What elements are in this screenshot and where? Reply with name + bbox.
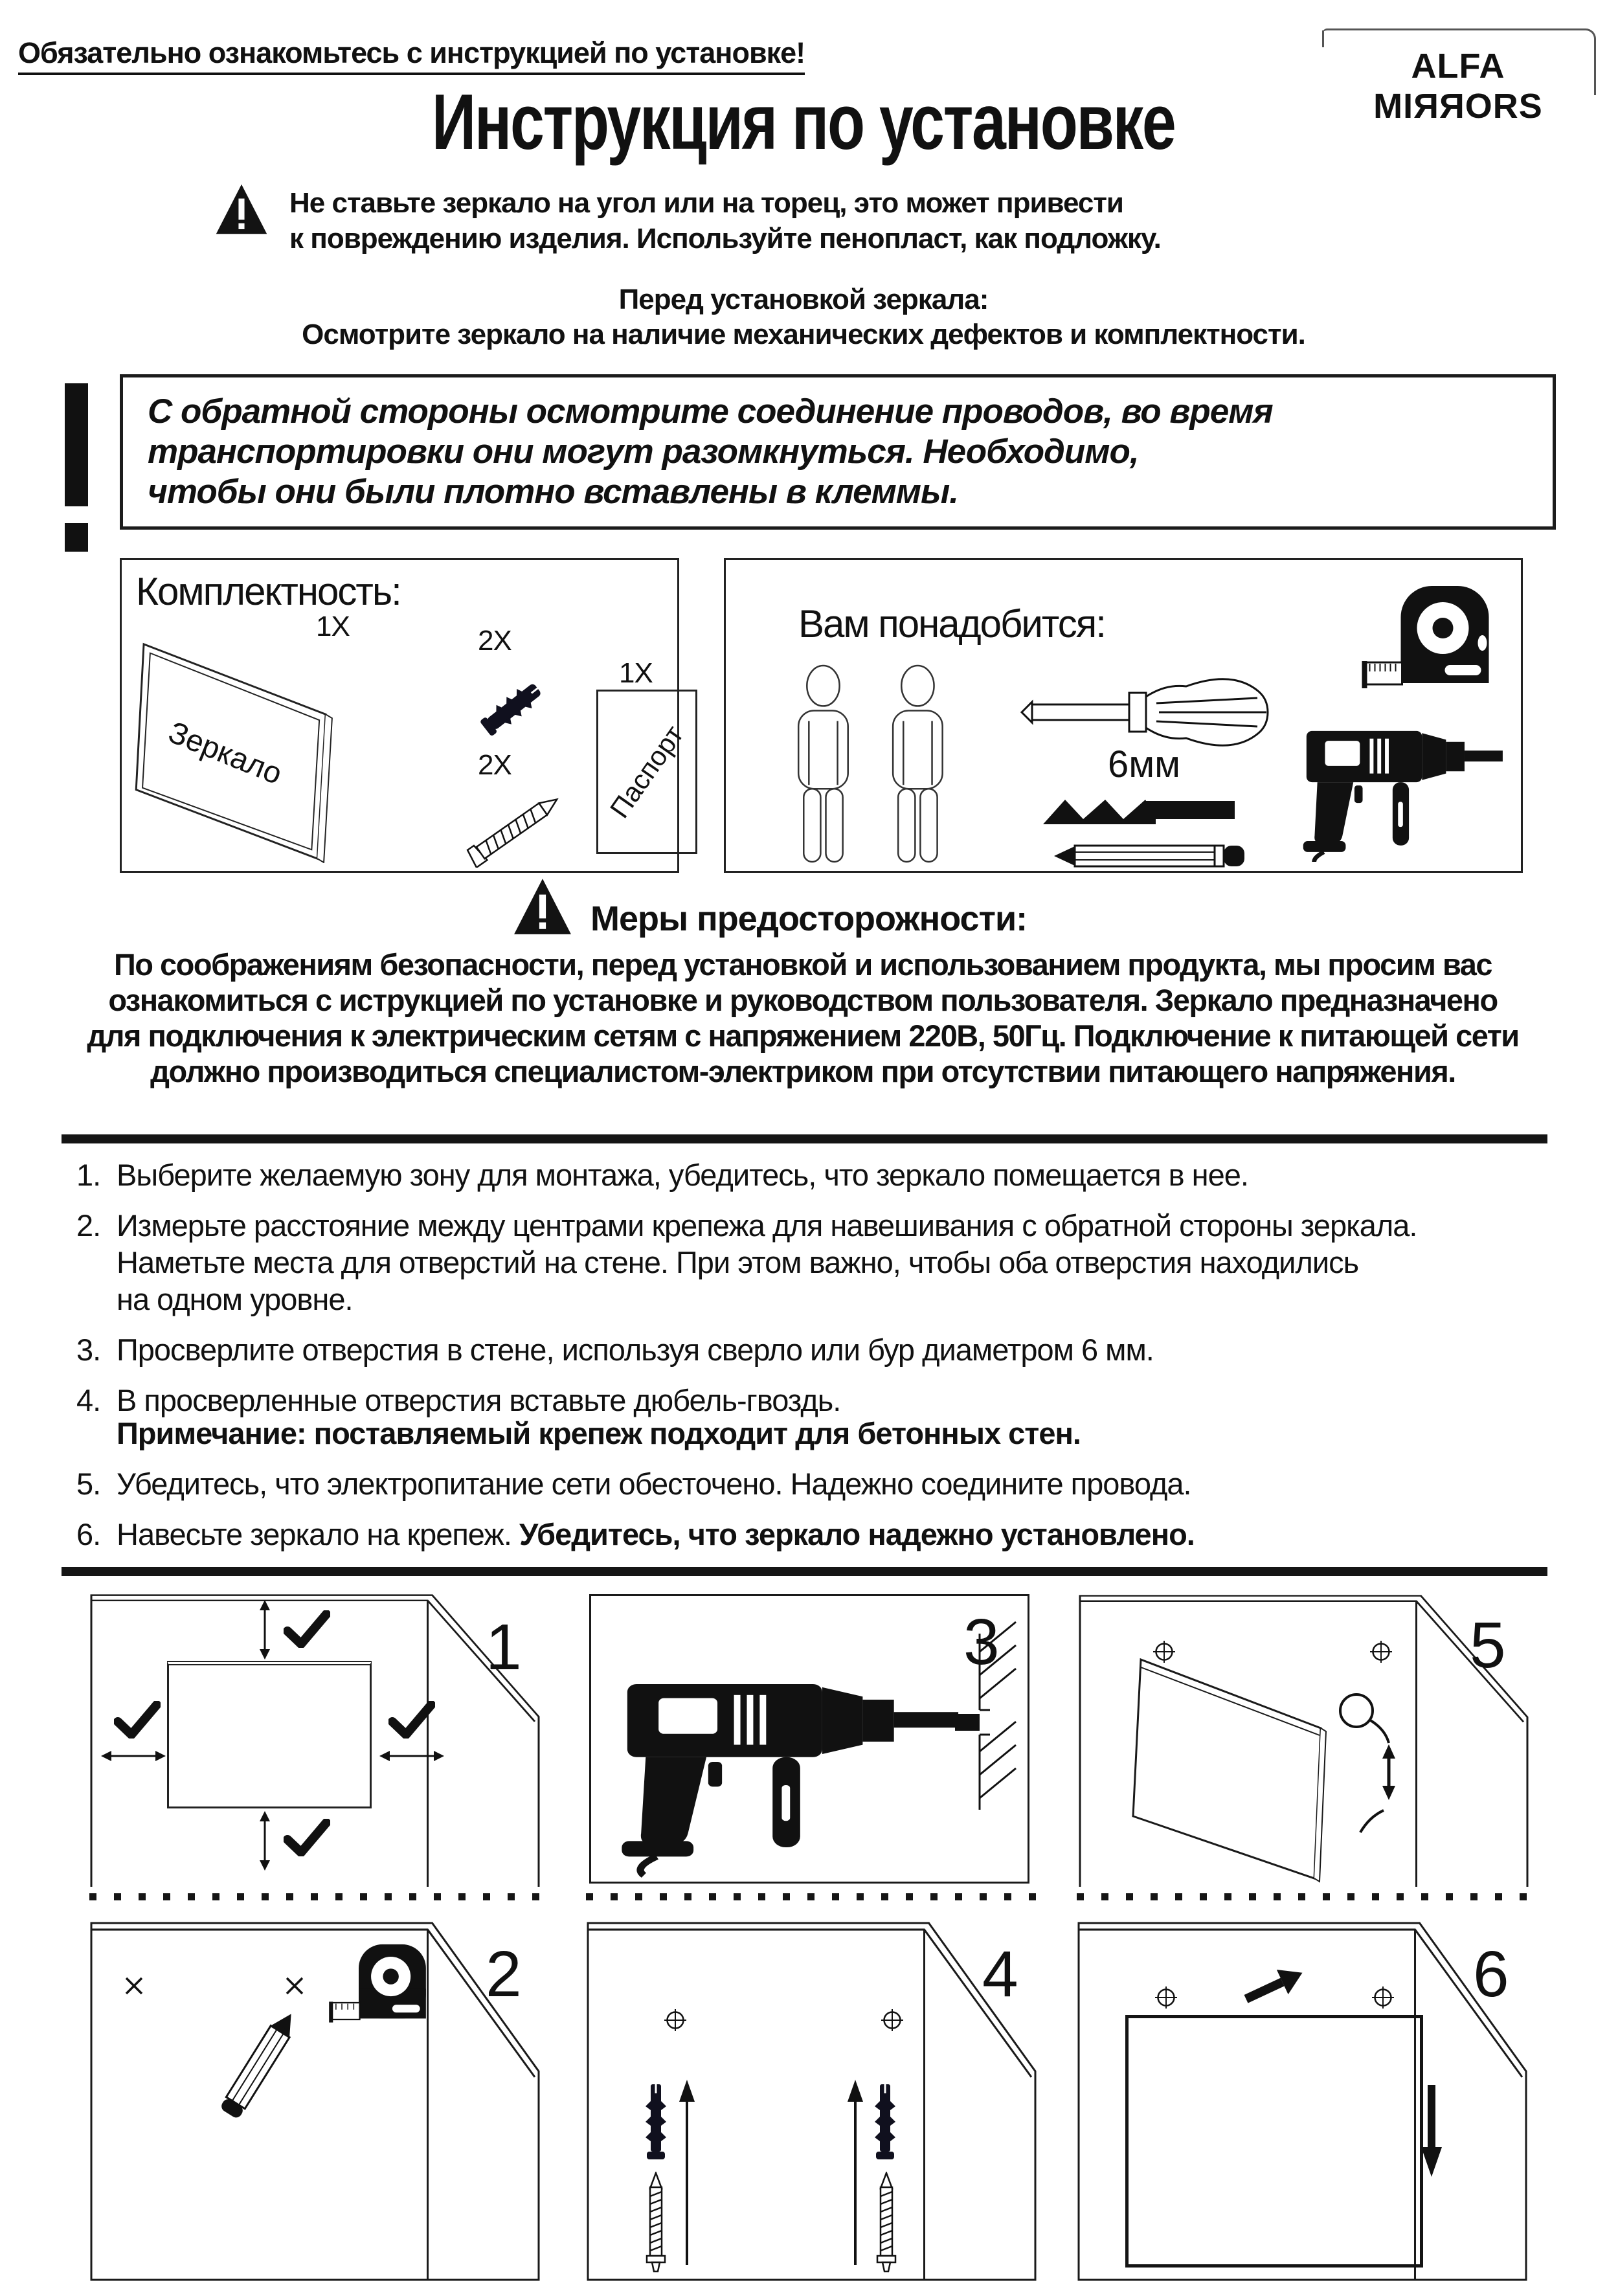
- dowel-icon: [644, 2083, 668, 2164]
- panel-1: [89, 1591, 541, 1887]
- mirror-rect: [167, 1661, 372, 1808]
- pencil-icon: [1053, 842, 1247, 870]
- mirror-icon: [129, 636, 343, 863]
- exclamation-mark: [65, 383, 88, 506]
- step-number: 2.: [76, 1208, 101, 1243]
- warning-text-line: Не ставьте зеркало на угол или на торец, это может привести: [289, 187, 1123, 219]
- step-number: 5.: [76, 1467, 101, 1501]
- qty-label-mirror: 1X: [316, 611, 350, 642]
- drill-into-wall-drawing: [591, 1596, 1028, 1882]
- arrow-down-icon: [1420, 2085, 1443, 2179]
- drill-bit-icon: [955, 1714, 980, 1731]
- step-note: Примечание: поставляемый крепеж подходит для бетонных стен.: [117, 1416, 1081, 1450]
- mirror-rect: [1125, 2015, 1423, 2268]
- screw-icon: [876, 2172, 897, 2274]
- warning-triangle-icon: [513, 874, 572, 939]
- step-text: Просверлите отверстия в стене, используя сверло или бур диаметром 6 мм.: [117, 1333, 1154, 1367]
- crosshair-icon: [1154, 1986, 1178, 2009]
- crosshair-icon: [1369, 1640, 1393, 1663]
- before-install-heading: Перед установкой зеркала:: [618, 284, 989, 315]
- alert-text-line: С обратной стороны осмотрите соединение проводов, во время: [148, 392, 1273, 431]
- passport-label: Паспорт: [603, 719, 690, 824]
- dotted-separator: [1077, 1893, 1528, 1900]
- step-text-bold: Убедитесь, что зеркало надежно установлено.: [519, 1517, 1195, 1551]
- passport-icon: [596, 690, 697, 854]
- arrow-up-down-icon: [256, 1811, 273, 1871]
- step-text: [117, 1207, 1553, 1318]
- crosshair-icon: [881, 2009, 904, 2032]
- page-title: Инструкция по установке: [432, 78, 1175, 166]
- check-icon: [284, 1819, 330, 1856]
- alert-text-line: чтобы они были плотно вставлены в клеммы.: [148, 473, 958, 511]
- arrow-up-right-icon: [1242, 1964, 1307, 2007]
- top-note: Обязательно ознакомьтесь с инструкцией по установке!: [18, 36, 805, 75]
- cross-mark-icon: [123, 1975, 145, 1997]
- step-text: В просверленные отверстия вставьте дюбель-гвоздь.: [117, 1383, 841, 1417]
- panel-5: [1078, 1592, 1529, 1887]
- panel-number: 6: [1473, 1938, 1508, 2010]
- crosshair-icon: [1371, 1986, 1395, 2009]
- drill-bit-icon: [1042, 793, 1236, 829]
- dotted-separator: [586, 1893, 1037, 1900]
- qty-label-dowel: 2X: [478, 625, 511, 657]
- panel-number: 5: [1470, 1609, 1505, 1682]
- divider-rule: [62, 1567, 1547, 1576]
- page-title-wrap: [0, 76, 1607, 167]
- alert-text-line: транспортировки они могут разомкнуться. Необходимо,: [148, 433, 1139, 471]
- step-number: 6.: [76, 1517, 101, 1551]
- step-text-line: Измерьте расстояние между центрами крепежа для навешивания с обратной стороны зеркала.: [117, 1208, 1417, 1243]
- dotted-separator: [89, 1893, 541, 1900]
- arrow-left-right-icon: [379, 1748, 444, 1764]
- step-text: Убедитесь, что электропитание сети обесточено. Надежно соедините провода.: [117, 1467, 1191, 1501]
- panel-number: 2: [486, 1938, 521, 2010]
- panel-number: 4: [982, 1938, 1017, 2010]
- two-people-icon: [778, 664, 978, 866]
- step-row: [76, 1156, 1553, 1193]
- step-text-line: на одном уровне.: [117, 1282, 353, 1316]
- exclamation-mark-dot: [65, 523, 88, 552]
- warning-text-line: к повреждению изделия. Используйте пенопласт, как подложку.: [289, 223, 1161, 254]
- step-row: [76, 1331, 1553, 1368]
- drill-icon: [1299, 693, 1506, 862]
- arrow-left-right-icon: [101, 1748, 166, 1764]
- installation-steps: [76, 1156, 1553, 1566]
- crosshair-icon: [664, 2009, 687, 2032]
- brand-logo-text: ALFA MIЯЯORS: [1373, 47, 1543, 126]
- qty-label-screw: 2X: [478, 749, 511, 781]
- step-text-normal: Навесьте зеркало на крепеж.: [117, 1517, 519, 1551]
- precautions-heading: Меры предосторожности:: [590, 899, 1028, 938]
- step-text: [117, 1516, 1553, 1553]
- tape-measure-icon: [1360, 567, 1512, 709]
- kit-title: Комплектность:: [136, 570, 401, 613]
- step-text-line: Наметьте места для отверстий на стене. При этом важно, чтобы оба отверстия находились: [117, 1245, 1359, 1279]
- check-icon: [284, 1610, 330, 1648]
- panel-2: [89, 1918, 541, 2282]
- step-text: Выберите желаемую зону для монтажа, убедитесь, что зеркало помещается в нее.: [117, 1158, 1248, 1192]
- cross-mark-icon: [284, 1975, 306, 1997]
- drill-bit-size-label: 6мм: [1108, 743, 1181, 785]
- mirror-label: Зеркало: [163, 715, 287, 792]
- step-row: [76, 1207, 1553, 1318]
- panel-number: 1: [486, 1611, 521, 1683]
- panel-3: [589, 1594, 1029, 1884]
- panel-6: [1077, 1918, 1528, 2282]
- mirror-icon: [1127, 1653, 1334, 1883]
- screwdriver-icon: [1020, 673, 1273, 751]
- step-number: 1.: [76, 1158, 101, 1192]
- wires-icon: [1332, 1689, 1406, 1844]
- arrow-up-icon: [678, 2080, 696, 2268]
- check-icon: [114, 1701, 161, 1739]
- check-icon: [388, 1701, 435, 1739]
- step-number: 4.: [76, 1383, 101, 1417]
- step-number: 3.: [76, 1333, 101, 1367]
- panel-number: 3: [963, 1606, 998, 1678]
- pencil-icon: [203, 1994, 319, 2130]
- before-install-text: Осмотрите зеркало на наличие механических дефектов и комплектности.: [302, 319, 1305, 350]
- dowel-icon: [873, 2083, 897, 2164]
- qty-label-passport: 1X: [619, 657, 653, 689]
- step-row: [76, 1382, 1553, 1419]
- alert-box: [120, 374, 1556, 530]
- kit-box: [120, 558, 690, 873]
- precautions-text: По соображениям безопасности, перед установкой и использованием продукта, мы просим вас ознакомиться с иструкцией по установке и руководством пользователя. Зеркало предназначено для подключения к электрическим сетям с напряжением 220В, 50Гц. Подключение к питающей сети должно производиться специалистом-электриком при отсутствии питающего напряжения.: [87, 947, 1519, 1088]
- arrow-up-icon: [846, 2080, 864, 2268]
- tools-title: Вам понадобится:: [798, 602, 1105, 646]
- tools-box: [724, 558, 1523, 873]
- arrow-up-down-icon: [256, 1600, 273, 1660]
- step-row: [76, 1465, 1553, 1502]
- warning-triangle-icon: [215, 183, 268, 236]
- panel-4: [586, 1918, 1037, 2282]
- warning-text: [289, 185, 1161, 256]
- dowel-icon: [475, 657, 565, 738]
- tape-measure-icon: [328, 1930, 444, 2038]
- screw-icon: [646, 2172, 666, 2274]
- step-row: [76, 1516, 1553, 1553]
- screw-icon: [458, 780, 581, 868]
- divider-rule: [62, 1134, 1547, 1143]
